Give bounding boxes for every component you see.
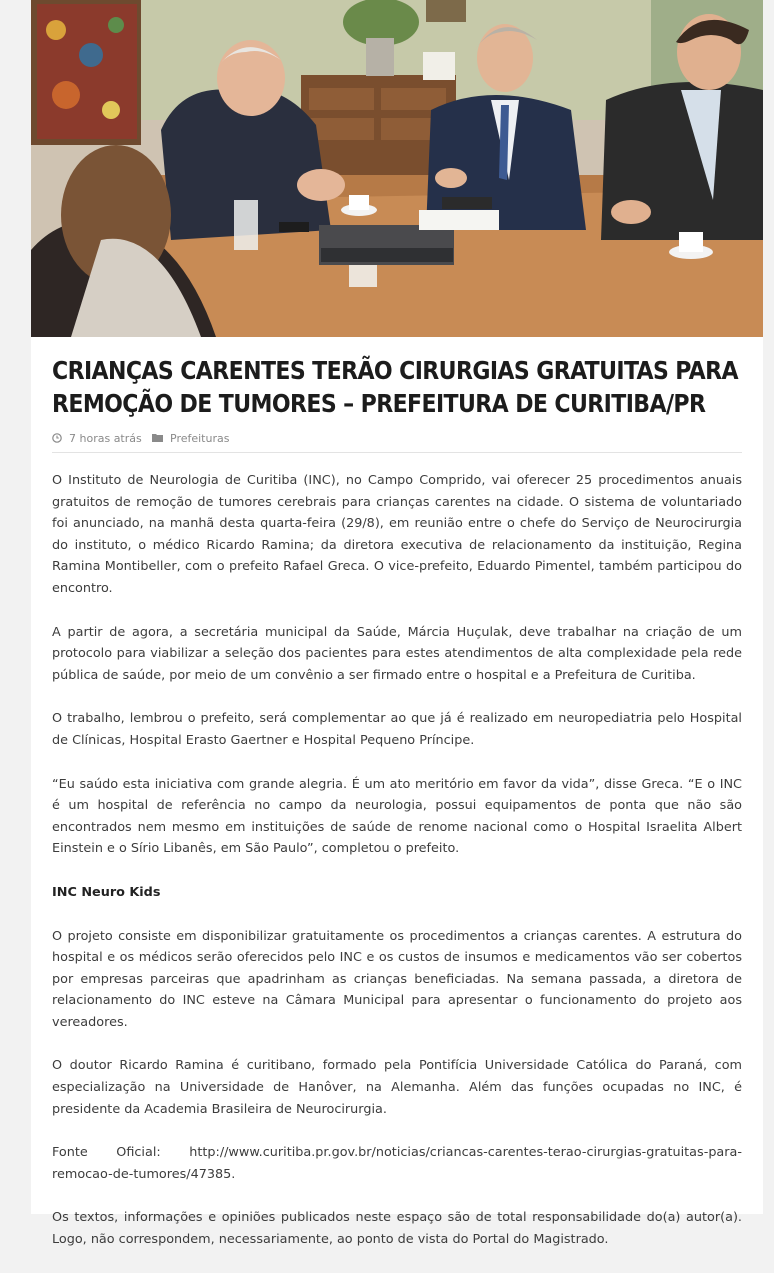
paragraph: A partir de agora, a secretária municipal da Saúde, Márcia Huçulak, deve trabalhar na criação de um protocolo para viabilizar a seleção dos pacientes para estes atendimentos de alta complexidade pela rede pública de saúde, por meio de um convênio a ser firmado entre o hospital e a Prefeitura de Curitiba. (52, 624, 742, 683)
article-category[interactable]: Prefeituras (170, 432, 230, 445)
paragraph: O projeto consiste em disponibilizar gratuitamente os procedimentos a crianças carentes. A estrutura do hospital e os médicos serão oferecidos pelo INC e os custos de insumos e medicamentos vão ser cobertos por empresas parceiras que apadrinham as crianças beneficiadas. Na semana passada, a diretora de relacionamento do INC esteve na Câmara Municipal para apresentar o funcionamento do projeto aos vereadores. (52, 928, 742, 1030)
folder-icon (152, 433, 163, 442)
section-heading: INC Neuro Kids (52, 884, 161, 900)
paragraph: O Instituto de Neurologia de Curitiba (INC), no Campo Comprido, vai oferecer 25 procedimentos anuais gratuitos de remoção de tumores cerebrais para crianças carentes na cidade. O sistema de voluntariado foi anunciado, na manhã desta quarta-feira (29/8), em reunião entre o chefe do Serviço de Neurocirurgia do instituto, o médico Ricardo Ramina; da diretora executiva de relacionamento da instituição, Regina Ramina Montibeller, com o prefeito Rafael Greca. O vice-prefeito, Eduardo Pimentel, também participou do encontro. (52, 473, 742, 596)
article-time: 7 horas atrás (69, 432, 142, 445)
article-meta (52, 430, 742, 453)
paragraph: O trabalho, lembrou o prefeito, será complementar ao que já é realizado em neuropediatria pelo Hospital de Clínicas, Hospital Erasto Gaertner e Hospital Pequeno Príncipe. (52, 711, 742, 748)
article-title: CRIANÇAS CARENTES TERÃO CIRURGIAS GRATUITAS PARA REMOÇÃO DE TUMORES – PREFEITURA DE CURITIBA/PR (52, 356, 738, 418)
paragraph: “Eu saúdo esta iniciativa com grande alegria. É um ato meritório em favor da vida”, disse Greca. “E o INC é um hospital de referência no campo da neurologia, possui equipamentos de ponta que não são encontrados nem mesmo em instituições de saúde de renome nacional como o Hospital Israelita Albert Einstein e o Sírio Libanês, em São Paulo”, completou o prefeito. (52, 776, 742, 857)
paragraph: O doutor Ricardo Ramina é curitibano, formado pela Pontifícia Universidade Católica do Paraná, com especialização na Universidade de Hanôver, na Alemanha. Além das funções ocupadas no INC, é presidente da Academia Brasileira de Neurocirurgia. (52, 1058, 742, 1117)
source-link[interactable]: http://www.curitiba.pr.gov.br/noticias/criancas-carentes-terao-cirurgias-gratuitas-para-remocao-de-tumores/47385. (52, 1145, 742, 1182)
article-card (31, 0, 763, 1248)
clock-icon (52, 433, 62, 443)
source-line (52, 1142, 742, 1185)
disclaimer: Os textos, informações e opiniões publicados neste espaço são de total responsabilidade do(a) autor(a). Logo, não correspondem, necessariamente, ao ponto de vista do Portal do Magistrado. (52, 1210, 742, 1248)
source-label: Fonte Oficial: (52, 1145, 161, 1161)
article-body (52, 470, 742, 1273)
article-photo (31, 0, 763, 337)
